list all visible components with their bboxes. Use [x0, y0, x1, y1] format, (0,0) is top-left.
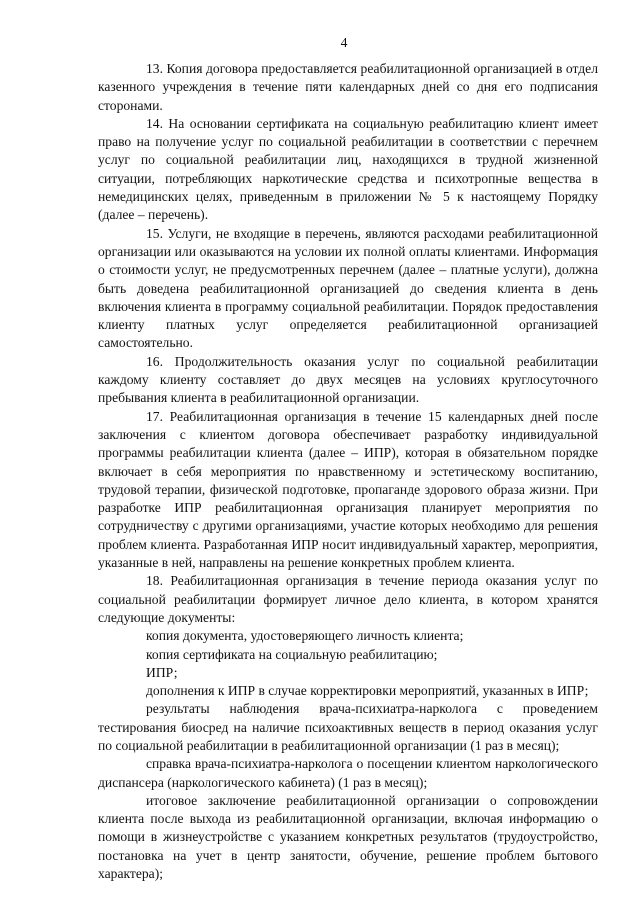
list-item: справка врача-психиатра-нарколога о посещении клиентом наркологического диспансера (наркологического кабинета) (1 раз в месяц);	[98, 756, 598, 790]
list-item: ИПР;	[146, 664, 178, 680]
paragraph-15: 15. Услуги, не входящие в перечень, являются расходами реабилитационной организации или оказываются на условии их полной оплаты клиентами. Информация о стоимости услуг, не предусмотренных перечнем (далее – платные услуги), должна быть доведена реабилитационной организацией до сведения клиента в день включения клиента в программу социальной реабилитации. Порядок предоставления клиенту платных услуг определяется реабилитационной организацией самостоятельно.	[98, 225, 598, 351]
paragraph-17: 17. Реабилитационная организация в течение 15 календарных дней после заключения с клиентом договора обеспечивает разработку индивидуальной программы реабилитации клиента (далее – ИПР), которая в обязательном порядке включает в себя мероприятия по нравственному и эстетическому воспитанию, трудовой терапии, физической подготовке, пропаганде здорового образа жизни. При разработке ИПР реабилитационная организация планирует мероприятия по сотрудничеству с другими организациями, участие которых необходимо для решения проблем клиента. Разработанная ИПР носит индивидуальный характер, мероприятия, указанные в ней, направлены на решение конкретных проблем клиента.	[98, 408, 598, 571]
paragraph-16: 16. Продолжительность оказания услуг по социальной реабилитации каждому клиенту составляет до двух месяцев на условиях круглосуточного пребывания клиента в реабилитационной организации.	[98, 353, 598, 406]
paragraph-14: 14. На основании сертификата на социальную реабилитацию клиент имеет право на получение услуг по социальной реабилитации в соответствии с перечнем услуг по социальной реабилитации лиц, находящихся в трудной жизненной ситуации, потребляющих наркотические средства и психотропные вещества в немедицинских целях, приведенным в приложении № 5 к настоящему Порядку (далее – перечень).	[98, 115, 598, 223]
list-item: итоговое заключение реабилитационной организации о сопровождении клиента после выхода из реабилитационной организации, включая информацию о помощи в жизнеустройстве с указанием конкретных результатов (трудоустройство, постановка на учет в центр занятости, обучение, решение проблем бытового характера);	[98, 792, 598, 882]
page-number: 4	[340, 35, 348, 50]
list-item: дополнения к ИПР в случае корректировки мероприятий, указанных в ИПР;	[146, 683, 589, 699]
list-item: копия сертификата на социальную реабилитацию;	[146, 646, 438, 662]
list-item: копия документа, удостоверяющего личность клиента;	[146, 628, 464, 644]
list-item: результаты наблюдения врача-психиатра-нарколога с проведением тестирования биосред на наличие психоактивных веществ в период оказания услуг по социальной реабилитации в реабилитационной организации (1 раз в месяц);	[98, 701, 598, 753]
paragraph-13: 13. Копия договора предоставляется реабилитационной организацией в отдел казенного учреждения в течение пяти календарных дней со дня его подписания сторонами.	[98, 61, 598, 113]
paragraph-18: 18. Реабилитационная организация в течение периода оказания услуг по социальной реабилитации формирует личное дело клиента, в котором хранятся следующие документы:	[98, 573, 598, 625]
